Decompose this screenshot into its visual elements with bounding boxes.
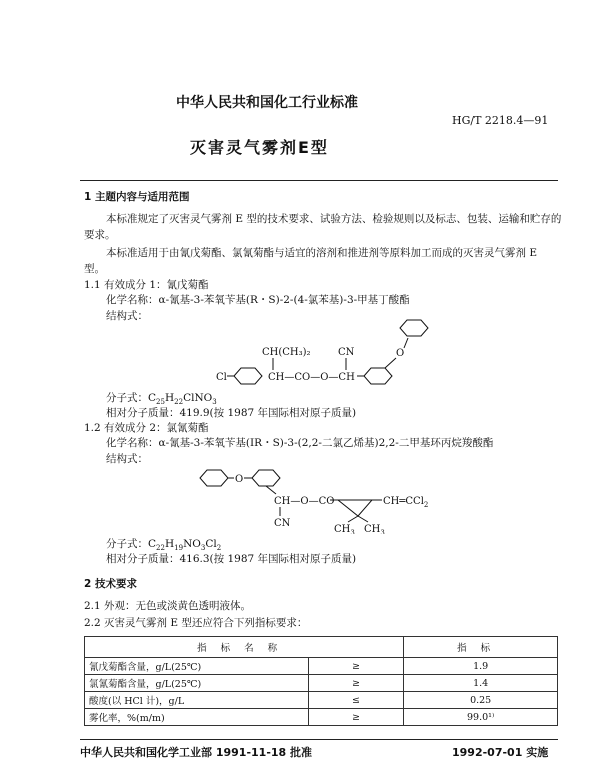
table-row <box>85 692 558 709</box>
paragraph-2-line-1: 本标准适用于由氰戊菊酯、氯氰菊酯与适宜的溶剂和推进剂等原料加工而成的灭害灵气雾剂 E <box>106 247 538 259</box>
row-relation: ≤ <box>308 692 404 709</box>
section-1-heading: 1 主题内容与适用范围 <box>84 191 190 203</box>
paragraph-2-line-2: 型。 <box>84 263 105 275</box>
row-value: 1.4 <box>404 675 558 692</box>
struct-label-1: 结构式： <box>106 310 148 322</box>
row-name: 氰戊菊酯含量，g/L(25℃) <box>85 658 309 675</box>
mass-1: 相对分子质量：419.9(按 1987 年国际相对原子质量) <box>106 407 357 419</box>
ester-chain-label-2: CH—O—CO <box>274 496 335 507</box>
dichlorovinyl-label: CH═CCl$_2$ <box>383 496 429 509</box>
row-value: 1.9 <box>404 658 558 675</box>
row-name: 氯氰菊酯含量，g/L(25℃) <box>85 675 309 692</box>
benzene-ring-1 <box>234 368 262 384</box>
row-relation: ≥ <box>308 658 404 675</box>
row-relation: ≥ <box>308 709 404 726</box>
implementation-date: 1992-07-01 实施 <box>452 746 549 759</box>
row-name: 酸度(以 HCl 计)，g/L <box>85 692 309 709</box>
benzene-ring-a <box>200 470 228 486</box>
benzene-ring-3 <box>400 320 428 336</box>
section-1-2-heading: 1.2 有效成分 2：氯氰菊酯 <box>84 422 209 434</box>
paragraph-1-line-1: 本标准规定了灭害灵气雾剂 E 型的技术要求、试验方法、检验规则以及标志、包装、运输和贮存的 <box>106 213 562 225</box>
section-2-heading: 2 技术要求 <box>84 578 137 590</box>
paragraph-1-line-2: 要求。 <box>84 229 116 241</box>
formula-1: 分子式：$C_{25}H_{22}ClNO_3$ <box>106 392 217 407</box>
footer-rule <box>80 739 558 740</box>
ch-isopropyl-label: CH(CH₃)₂ <box>262 347 311 358</box>
cn-label-2: CN <box>274 518 291 529</box>
structure-cypermethrin <box>196 466 446 534</box>
methyl-label-b: $CH_3$ <box>364 524 385 534</box>
cyclopropane-ring <box>338 500 372 516</box>
header-rule <box>80 180 558 181</box>
standard-number: HG/T 2218.4—91 <box>452 114 549 127</box>
mass-2: 相对分子质量：416.3(按 1987 年国际相对原子质量) <box>106 553 357 565</box>
org-title: 中华人民共和国化工行业标准 <box>176 95 358 111</box>
ether-o-label-2: O <box>235 474 244 485</box>
row-name: 雾化率，%(m/m) <box>85 709 309 726</box>
row-relation: ≥ <box>308 675 404 692</box>
approval-line: 中华人民共和国化学工业部 1991-11-18 批准 <box>80 746 313 759</box>
cl-label: Cl <box>216 372 227 383</box>
spec-table <box>84 636 558 726</box>
section-2-2: 2.2 灭害灵气雾剂 E 型还应符合下列指标要求： <box>84 617 308 629</box>
methyl-label-a: $CH_3$ <box>334 524 355 534</box>
table-row <box>85 709 558 726</box>
structure-fenvalerate <box>210 318 430 390</box>
col-header-name: 指标名称 <box>85 637 404 658</box>
section-1-1-heading: 1.1 有效成分 1：氰戊菊酯 <box>84 279 209 291</box>
formula-2: 分子式：$C_{22}H_{19}NO_3Cl_2$ <box>106 538 222 553</box>
table-row <box>85 658 558 675</box>
row-value: 99.0¹⁾ <box>404 709 558 726</box>
ether-o-label: O <box>396 348 405 359</box>
document-title: 灭害灵气雾剂E型 <box>190 138 329 157</box>
cn-label: CN <box>338 347 355 358</box>
section-2-1: 2.1 外观：无色或淡黄色透明液体。 <box>84 600 252 612</box>
table-header-row <box>85 637 558 658</box>
row-value: 0.25 <box>404 692 558 709</box>
benzene-ring-b <box>252 470 280 486</box>
chem-name-1: 化学名称：α-氰基-3-苯氧苄基(R・S)-2-(4-氯苯基)-3-甲基丁酸酯 <box>106 294 410 306</box>
struct-label-2: 结构式： <box>106 453 148 465</box>
benzene-ring-2 <box>364 368 392 384</box>
table-row <box>85 675 558 692</box>
ester-chain-label: CH—CO—O—CH <box>268 372 355 383</box>
col-header-value: 指标 <box>404 637 558 658</box>
chem-name-2: 化学名称：α-氰基-3-苯氧苄基(IR・S)-3-(2,2-二氯乙烯基)2,2-二甲基环丙烷羧酸酯 <box>106 437 494 449</box>
